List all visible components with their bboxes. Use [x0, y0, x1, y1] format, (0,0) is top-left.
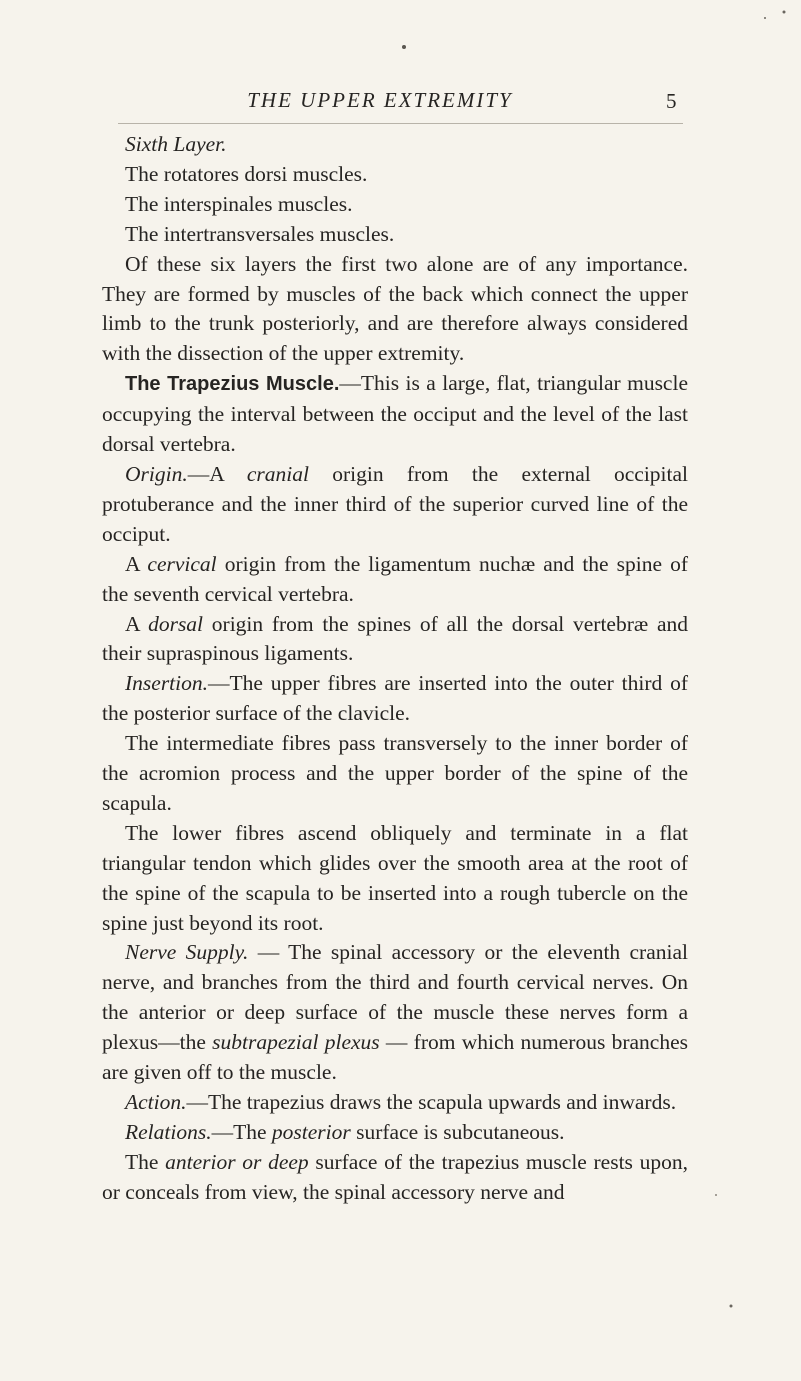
nerve-supply-label: Nerve Supply.: [125, 940, 249, 965]
paragraph-anterior-surface: The anterior or deep surface of the trapezius muscle rests upon, or conceals from view, the spinal accessory nerve and: [102, 1149, 688, 1204]
list-item: The rotatores dorsi muscles.: [125, 161, 368, 186]
ink-speck: [715, 1194, 717, 1196]
paragraph-origin-dorsal: A dorsal origin from the spines of all the dorsal vertebræ and their supraspinous ligaments.: [102, 611, 688, 666]
list-item: The intertransversales muscles.: [125, 221, 395, 246]
paragraph-relations: Relations.—The posterior surface is subcutaneous.: [125, 1119, 565, 1144]
list-item: The interspinales muscles.: [125, 191, 353, 216]
ink-speck: [764, 17, 766, 19]
paragraph-importance: Of these six layers the first two alone are of any importance. They are formed by muscles of the back which connect the upper limb to the trunk posteriorly, and are therefore always considered with the dissection of the upper extremity.: [102, 251, 688, 366]
relations-label: Relations.: [125, 1119, 212, 1144]
ink-speck: [402, 45, 406, 49]
ink-speck: [783, 11, 786, 14]
ink-speck: [730, 1305, 733, 1308]
paragraph-nerve-supply: Nerve Supply. — The spinal accessory or the eleventh cranial nerve, and branches from the third and fourth cervical nerves. On the anterior or deep surface of the muscle these nerves form a plexus—the subtrapezial plexus — from which numerous branches are given off to the muscle.: [102, 940, 688, 1085]
paragraph-action: Action.—The trapezius draws the scapula upwards and inwards.: [125, 1090, 677, 1114]
paragraph-origin-cervical: A cervical origin from the ligamentum nuchæ and the spine of the seventh cervical vertebra.: [102, 551, 689, 606]
paragraph-origin-cranial: Origin.—A cranial origin from the external occipital protuberance and the inner third of the superior curved line of the occiput.: [102, 461, 689, 546]
trapezius-heading: The Trapezius Muscle.: [125, 373, 340, 396]
paragraph-insertion: Insertion.—The upper fibres are inserted into the outer third of the posterior surface of the clavicle.: [102, 671, 688, 726]
sixth-layer-heading: Sixth Layer.: [125, 132, 227, 156]
header-rule: [118, 123, 683, 124]
running-head: THE UPPER EXTREMITY: [247, 88, 513, 112]
origin-label: Origin.: [125, 461, 188, 486]
action-label: Action.: [125, 1090, 187, 1114]
paragraph-trapezius: The Trapezius Muscle.—This is a large, flat, triangular muscle occupying the interval between the occiput and the level of the last dorsal vertebra.: [102, 371, 688, 457]
paragraph-intermediate-fibres: The intermediate fibres pass transversely to the inner border of the acromion process and the upper border of the spine of the scapula.: [102, 731, 688, 815]
insertion-label: Insertion.: [125, 671, 209, 696]
page-body: [102, 130, 688, 1208]
page-number: 5: [666, 89, 677, 113]
paragraph-lower-fibres: The lower fibres ascend obliquely and terminate in a flat triangular tendon which glides over the smooth area at the root of the spine of the scapula to be inserted into a rough tubercle on the spine just beyond its root.: [102, 820, 688, 935]
